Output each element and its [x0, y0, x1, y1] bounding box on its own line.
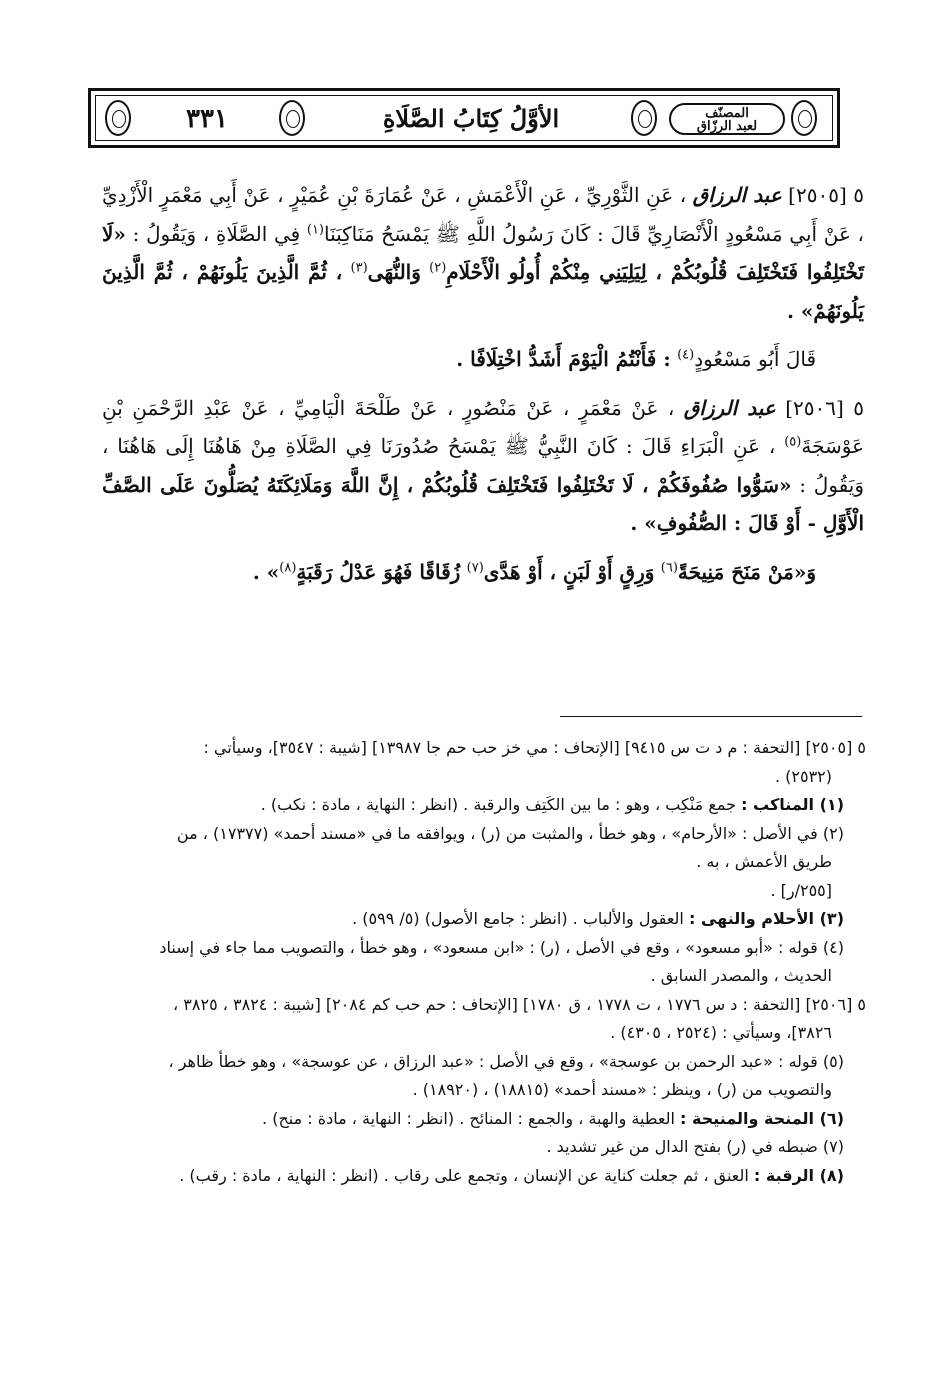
footnote-5: (٥) قوله : «عبد الرحمن بن عوسجة» ، وقع في الأصل : «عبد الرزاق ، عن عوسجة» ، وهو خطأ ظاهر ،: [168, 1051, 844, 1071]
footnote-2: (٢) في الأصل : «الأرحام» ، وهو خطأ ، والمثبت من (ر) ، ويوافقه ما في «مسند أحمد» (١٧٣٧٧) ، من: [176, 823, 844, 843]
ornament-icon: [791, 100, 817, 136]
footnote-2-cont: طريق الأعمش ، به .: [696, 852, 832, 871]
main-text: [102, 176, 864, 601]
footnote-marker[interactable]: (٢): [429, 260, 447, 276]
footnote-3: [90, 905, 866, 934]
page-number: ٣٣١: [186, 104, 228, 134]
hadith-text: ، عَنِ الْبَرَاءِ قَالَ : كَانَ النَّبِيُّ ﷺ يَمْسَحُ صُدُورَنَا فِي الصَّلَاةِ مِنْ هَاهُنَا إِلَى هَاهُنَا ، وَيَقُولُ :: [102, 434, 865, 497]
ornament-icon: [279, 100, 305, 136]
isnad-text: ، عَنِ الثَّوْرِيِّ ، عَنِ الْأَعْمَشِ ، عَنْ عُمَارَةَ بْنِ عُمَيْرٍ ، عَنْ أَبِي مَعْمَرٍ الْأَزْدِيِّ ، عَنْ أَبِي مَسْعُودٍ الْأَنْصَارِيِّ قَالَ : كَانَ رَسُولُ اللَّهِ ﷺ يَمْسَحُ مَنَاكِبَنَا: [102, 183, 865, 246]
footnote-marker[interactable]: (١): [306, 221, 324, 237]
footnote-4: (٤) قوله : «أبو مسعود» ، وقع في الأصل ، (ر) : «ابن مسعود» ، وهو خطأ ، والتصويب مما جاء في إسناد: [159, 937, 844, 957]
book-logo: [669, 103, 785, 135]
footnote-divider: [560, 716, 862, 717]
comment-text: : فَأَنْتُمُ الْيَوْمَ أَشَدُّ اخْتِلَافًا .: [456, 347, 671, 371]
footnote-6: [90, 1105, 866, 1134]
footnote-1: [90, 791, 866, 820]
comment-text: قَالَ أَبُو مَسْعُودٍ: [694, 347, 816, 371]
footnote-term: (٨) الرقبة :: [753, 1165, 844, 1185]
hadith-2506: [102, 389, 864, 543]
footnote-text: العقول والألباب . (انظر : جامع الأصول) (٥/ ٥٩٩) .: [352, 909, 684, 928]
chapter-title: الأوَّلُ كِتَابُ الصَّلَاةِ: [382, 104, 560, 133]
footnote-text: العطية والهبة ، والجمع : المنائح . (انظر : النهاية ، مادة : منح) .: [262, 1108, 675, 1128]
footnotes: [90, 734, 866, 1190]
logo-line: المصنّف: [705, 106, 749, 121]
hadith-number: ٥ [٢٥٠٦]: [785, 395, 864, 420]
footnote-7: (٧) ضبطه في (ر) بفتح الدال من غير تشديد .: [546, 1137, 844, 1156]
hadith-2506-continued: [102, 553, 864, 592]
footnote-marker[interactable]: (٨): [279, 559, 297, 575]
footnote-marker[interactable]: (٣): [350, 260, 368, 276]
hadith-number: ٥ [٢٥٠٥]: [788, 183, 864, 207]
narrator-name: عبد الرزاق: [692, 183, 782, 207]
ornament-icon: [105, 100, 131, 136]
hadith-quote: وَالنُّهَى: [367, 260, 421, 284]
ornament-icon: [631, 100, 657, 136]
footnote-term: (٣) الأحلام والنهى :: [688, 909, 844, 928]
footnote-term: (٦) المنحة والمنيحة :: [680, 1108, 844, 1128]
hadith-2505: [102, 176, 864, 330]
folio-marker: [٢٥٥/ر] .: [770, 880, 832, 900]
footnote-4-cont: الحديث ، والمصدر السابق .: [650, 966, 832, 985]
hadith-quote: زُقَاقًا فَهُوَ عَدْلُ رَقَبَةٍ: [296, 559, 461, 584]
footnote-marker[interactable]: (٧): [466, 559, 484, 575]
hadith-quote: وَ«مَنْ مَنَحَ مَنِيحَةً: [677, 559, 816, 584]
footnote-text: جمع مَنْكِب ، وهو : ما بين الكَتِف والرقبة . (انظر : النهاية ، مادة : نكب) .: [260, 795, 736, 814]
footnote-8: [90, 1162, 866, 1191]
hadith-quote: وَرِقٍ أَوْ لَبَنٍ ، أَوْ هَدَّى: [483, 559, 655, 584]
hadith-quote: «سَوُّوا صُفُوفَكُمْ ، لَا تَخْتَلِفُوا فَتَخْتَلِفَ قُلُوبُكُمْ ، إِنَّ اللَّهَ وَمَلَائِكَتَهُ يُصَلُّونَ عَلَى الصَّفِّ الْأَوَّلِ - أَوْ قَالَ : الصُّفُوفِ» .: [102, 472, 864, 535]
isnad-text: ، عَنْ مَعْمَرٍ ، عَنْ مَنْصُورٍ ، عَنْ طَلْحَةَ الْيَامِيِّ ، عَنْ عَبْدِ الرَّحْمَنِ بْنِ عَوْسَجَةَ: [102, 395, 864, 458]
source-note: ٥ [٢٥٠٥] [التحفة : م د ت س ٩٤١٥] [الإتحاف : مي خز حب حم جا ١٣٩٨٧] [شيبة : ٣٥٤٧]، وسيأتي :: [203, 738, 866, 757]
logo-line: لعبد الرزّاق: [696, 119, 758, 134]
hadith-quote: » .: [252, 559, 280, 584]
companion-comment: [102, 340, 864, 379]
hadith-text: فِي الصَّلَاةِ ، وَيَقُولُ :: [132, 221, 301, 246]
narrator-name: عبد الرزاق: [683, 395, 776, 420]
footnote-term: (١) المناكب :: [741, 795, 844, 814]
source-note: (٢٥٣٢) .: [774, 766, 832, 786]
source-note: ٥ [٢٥٠٦] [التحفة : د س ١٧٧٦ ، ت ١٧٧٨ ، ق ١٧٨٠] [الإتحاف : حم حب كم ٢٠٨٤] [شيبة : ٣٨٢٤ ، ٣٨٢٥ ،: [173, 994, 866, 1014]
hadith-quote: «لَا تَخْتَلِفُوا فَتَخْتَلِفَ قُلُوبُكُمْ ، لِيَلِيَنِي مِنْكُمْ أُولُو الْأَحْلَامِ: [102, 221, 865, 284]
footnote-marker[interactable]: (٤): [677, 347, 695, 363]
hadith-quote: ، ثُمَّ الَّذِينَ يَلُونَهُمْ ، ثُمَّ الَّذِينَ يَلُونَهُمْ» .: [102, 260, 864, 323]
source-note: ٣٨٢٦]، وسيأتي : (٢٥٢٤ ، ٤٣٠٥) .: [610, 1023, 832, 1042]
footnote-marker[interactable]: (٦): [660, 559, 678, 575]
footnote-text: العنق ، ثم جعلت كناية عن الإنسان ، وتجمع على رقاب . (انظر : النهاية ، مادة : رقب) .: [179, 1165, 749, 1185]
footnote-marker[interactable]: (٥): [784, 434, 802, 450]
footnote-5-cont: والتصويب من (ر) ، وينظر : «مسند أحمد» (١٨٨١٥) ، (١٨٩٢٠) .: [412, 1080, 832, 1099]
page-header: [88, 88, 840, 148]
